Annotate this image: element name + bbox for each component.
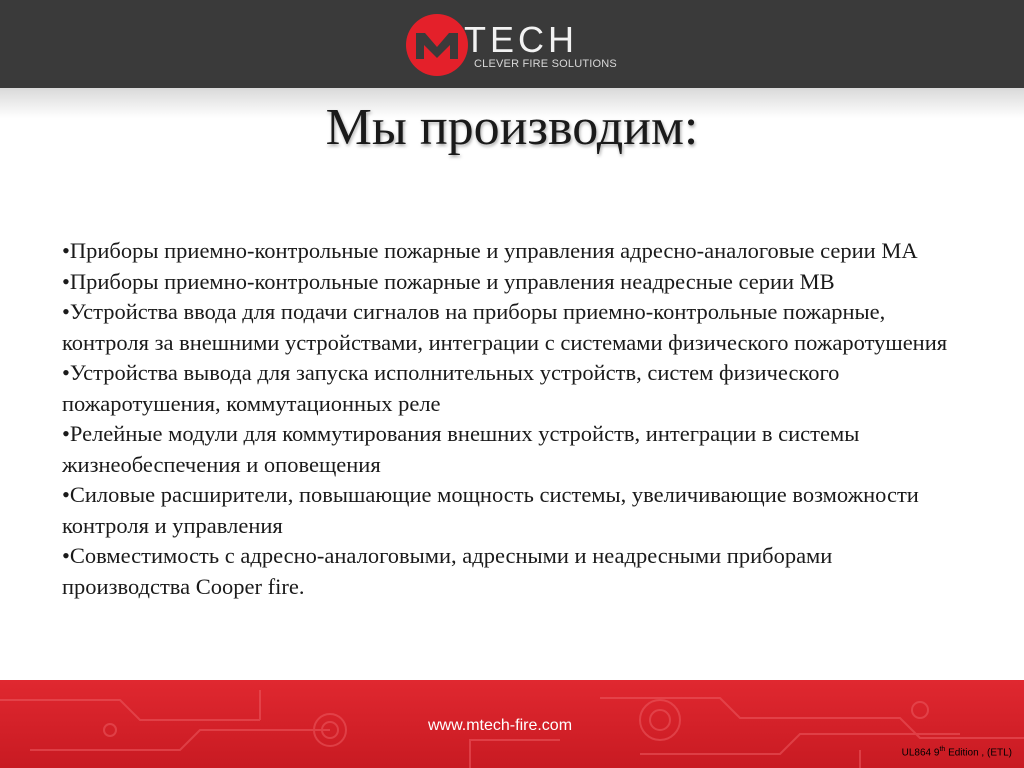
cert-prefix: UL864 9: [901, 747, 940, 759]
cert-sup: th: [939, 746, 946, 753]
m-letter-icon: [412, 27, 462, 63]
list-item: •Релейные модули для коммутирования внешних устройств, интеграции в системы жизнеобеспечения и оповещения: [62, 421, 860, 477]
logo-tagline: CLEVER FIRE SOLUTIONS: [474, 58, 617, 70]
slide-title: Мы производим:: [325, 99, 699, 156]
website-link[interactable]: www.mtech-fire.com: [428, 717, 573, 734]
mtech-logo: [406, 12, 621, 76]
list-item: •Силовые расширители, повышающие мощность системы, увеличивающие возможности контроля и управления: [62, 482, 919, 538]
certification-note: [902, 746, 1012, 758]
header-bar: [0, 0, 1024, 88]
footer-bar: [0, 680, 1024, 768]
cert-suffix: Edition , (ETL): [945, 747, 1012, 759]
product-list: [62, 236, 962, 602]
list-item: •Совместимость с адресно-аналоговыми, адресными и неадресными приборами производства Cooper fire.: [62, 543, 833, 599]
logo-brand-text: TECH: [464, 19, 578, 60]
list-item: •Приборы приемно-контрольные пожарные и управления неадресные серии МВ: [62, 268, 835, 294]
list-item: •Устройства ввода для подачи сигналов на приборы приемно-контрольные пожарные, контроля за внешними устройствами, интеграции с системами физического пожаротушения: [62, 299, 948, 355]
logo-disc: [406, 14, 468, 76]
list-item: •Устройства вывода для запуска исполнительных устройств, систем физического пожаротушения, коммутационных реле: [62, 360, 840, 416]
list-item: •Приборы приемно-контрольные пожарные и управления адресно-аналоговые серии МА: [62, 238, 918, 263]
